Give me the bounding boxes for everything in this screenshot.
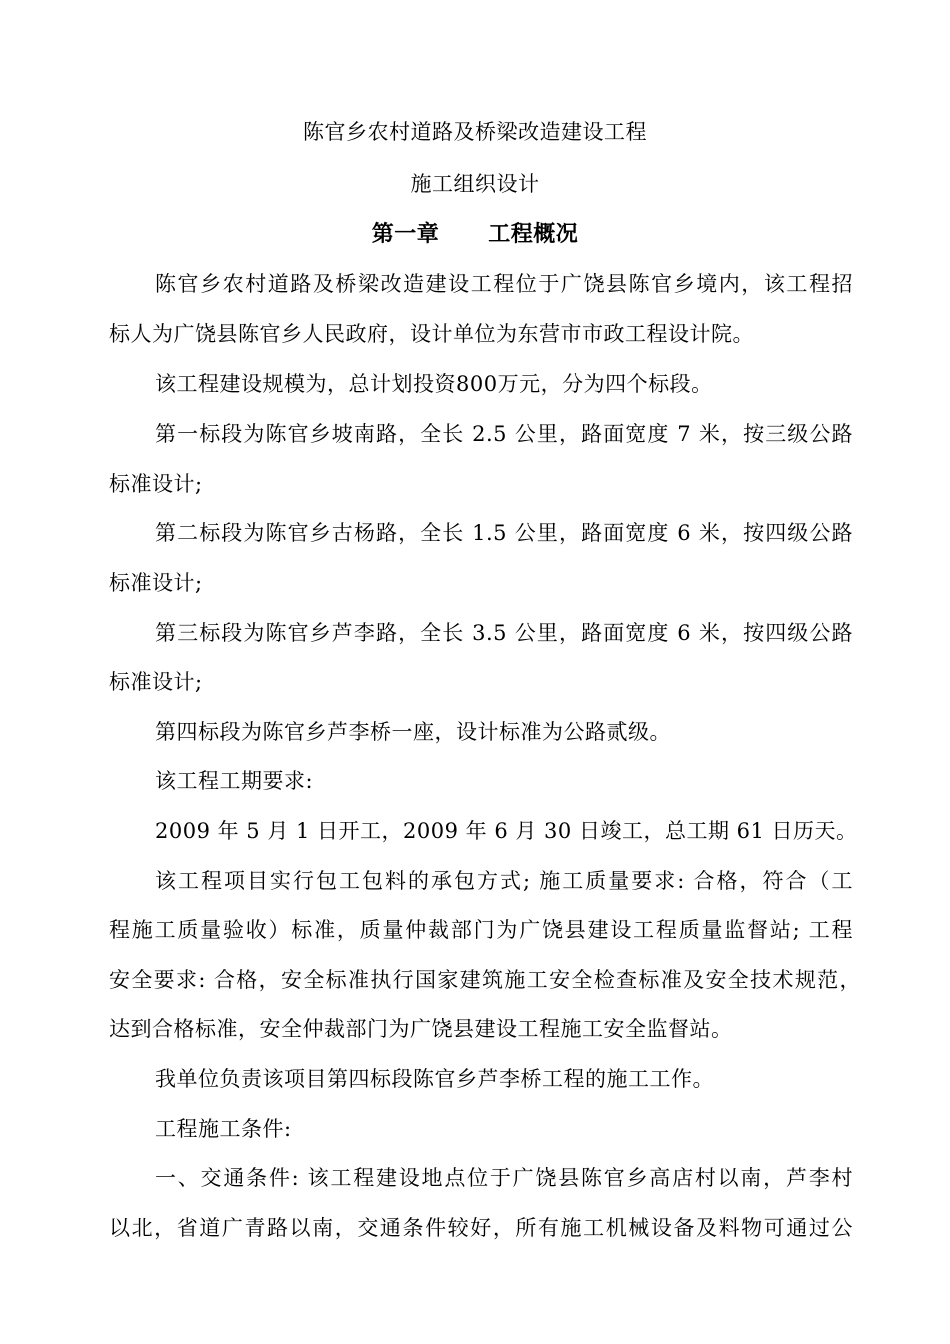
body-line: 达到合格标准，安全仲裁部门为广饶县建设工程施工安全监督站。 [109,1017,733,1041]
body-line: 标准设计; [109,571,203,595]
body-line: 程施工质量验收）标准，质量仲裁部门为广饶县建设工程质量监督站; 工程 [109,918,853,942]
body-line: 一、交通条件: 该工程建设地点位于广饶县陈官乡高店村以南，芦李村 [155,1166,853,1190]
body-line: 2009 年 5 月 1 日开工，2009 年 6 月 30 日竣工，总工期 61 日历天。 [155,819,858,843]
body-line: 该工程工期要求: [155,769,314,793]
body-line: 标准设计; [109,670,203,694]
body-line: 我单位负责该项目第四标段陈官乡芦李桥工程的施工工作。 [155,1067,714,1091]
document-title: 陈官乡农村道路及桥梁改造建设工程 [303,120,647,144]
body-line: 第一标段为陈官乡坡南路，全长 2.5 公里，路面宽度 7 米，按三级公路 [155,422,853,446]
body-line: 第二标段为陈官乡古杨路，全长 1.5 公里，路面宽度 6 米，按四级公路 [155,521,853,545]
body-line: 工程施工条件: [155,1117,292,1141]
body-line: 陈官乡农村道路及桥梁改造建设工程位于广饶县陈官乡境内，该工程招 [155,272,853,296]
body-line: 标准设计; [109,472,203,496]
document-subtitle: 施工组织设计 [410,172,540,196]
body-line: 第四标段为陈官乡芦李桥一座，设计标准为公路贰级。 [155,720,671,744]
body-line: 该工程项目实行包工包料的承包方式; 施工质量要求: 合格，符合（工 [155,869,853,893]
body-line: 标人为广饶县陈官乡人民政府，设计单位为东营市市政工程设计院。 [109,322,754,346]
body-line: 该工程建设规模为，总计划投资800万元，分为四个标段。 [155,372,713,396]
body-line: 第三标段为陈官乡芦李路，全长 3.5 公里，路面宽度 6 米，按四级公路 [155,621,853,645]
body-line: 以北，省道广青路以南，交通条件较好，所有施工机械设备及料物可通过公 [109,1216,853,1240]
body-line: 安全要求: 合格，安全标准执行国家建筑施工安全检查标准及安全技术规范， [109,968,861,992]
chapter-heading: 第一章 工程概况 [371,221,579,247]
